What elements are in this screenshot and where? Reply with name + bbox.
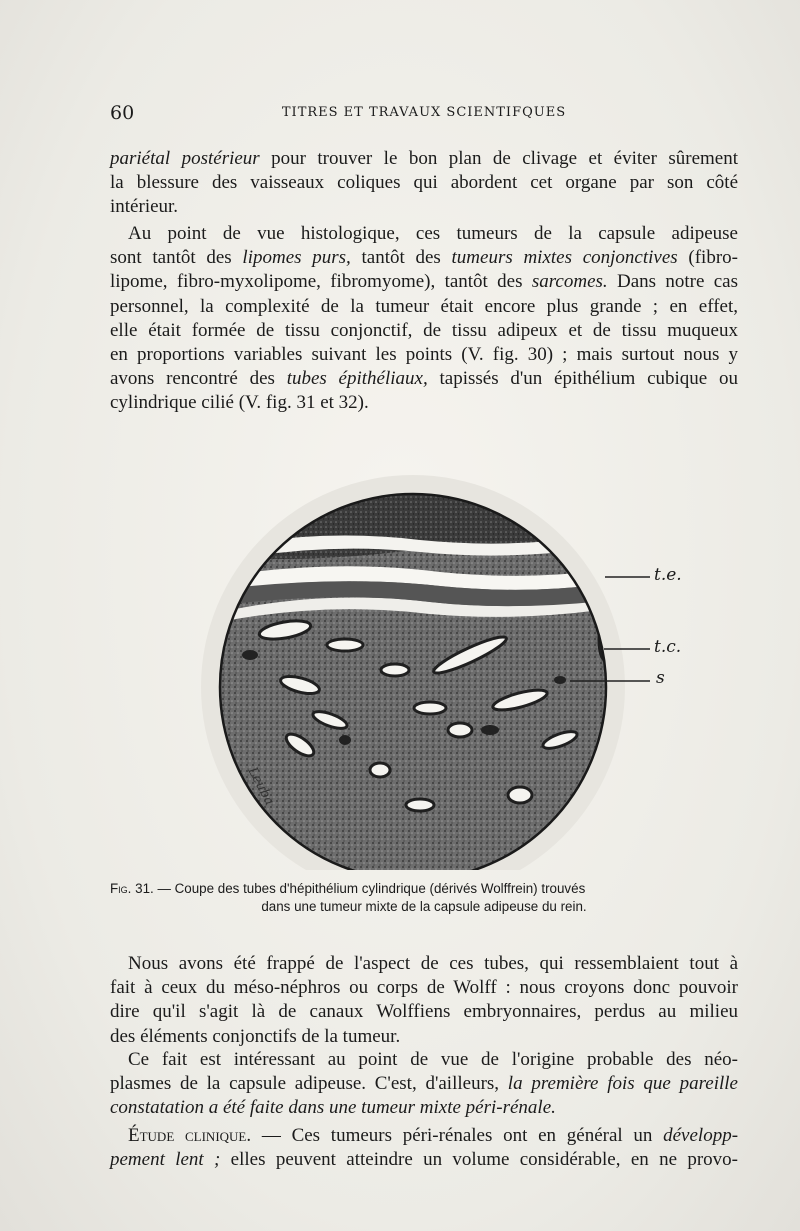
para2-line8: cylindrique cilié (V. fig. 31 et 32). <box>110 392 369 414</box>
label-te: t.e. <box>654 565 682 585</box>
label-tc: t.c. <box>654 637 682 657</box>
para2-line6: en proportions variables suivant les points (V. fig. 30) ; mais surtout nous y <box>110 344 738 366</box>
section-heading: Étude clinique. <box>128 1125 252 1146</box>
paragraph-2 <box>110 222 738 416</box>
italic-term: sarcomes. <box>531 271 608 293</box>
para1-line3: intérieur. <box>110 196 179 218</box>
page-header <box>110 102 738 124</box>
figure-label: Fig. 31. <box>110 881 154 896</box>
para3-line2: fait à ceux du méso-néphros ou corps de Wolff : nous croyons donc pouvoir <box>110 977 738 999</box>
italic-term: constatation a été faite dans une tumeur mixte péri-rénale. <box>110 1097 556 1119</box>
italic-term: tubes épithéliaux, <box>286 368 428 390</box>
para5-line1 <box>110 1124 738 1148</box>
para2-line1: Au point de vue histologique, ces tumeurs de la capsule adipeuse <box>128 223 738 244</box>
text-run: tapissés d'un épithélium cubique ou <box>427 368 738 390</box>
text-run: — Ces tumeurs péri-rénales ont en général un <box>251 1125 664 1146</box>
text-run: elles peuvent atteindre un volume considérable, en ne provo- <box>220 1149 738 1171</box>
para3-line1: Nous avons été frappé de l'aspect de ces tubes, qui ressemblaient tout à <box>128 953 738 974</box>
italic-term: la première fois que pareille <box>507 1073 738 1095</box>
caption-line2: dans une tumeur mixte de la capsule adipeuse du rein. <box>261 899 587 914</box>
text-run: (fibro- <box>677 247 738 269</box>
para2-line2 <box>110 246 738 270</box>
para2-line4: personnel, la complexité de la tumeur était encore plus grande ; en effet, <box>110 295 738 317</box>
italic-term: tumeurs mixtes conjonctives <box>451 247 678 269</box>
text-run: Dans notre cas <box>607 271 738 293</box>
italic-term: développ- <box>663 1125 739 1146</box>
para2-line7 <box>110 367 738 391</box>
para2-line3 <box>110 270 738 294</box>
label-s: s <box>656 668 665 688</box>
italic-term: lipomes purs, <box>242 247 351 269</box>
page-number: 60 <box>110 102 135 124</box>
text-run: lipome, fibro-myxolipome, fibromyome), tantôt des <box>110 271 532 293</box>
paragraph-5 <box>110 1124 738 1172</box>
paragraph-1 <box>110 147 738 220</box>
caption-line1: — Coupe des tubes d'hépithélium cylindrique (dérivés Wolffrein) trouvés <box>153 881 586 896</box>
para4-line3 <box>110 1096 738 1120</box>
text-run: sont tantôt des <box>110 247 243 269</box>
para5-line2 <box>110 1148 738 1172</box>
text-run: avons rencontré des <box>110 368 287 390</box>
para4-line2 <box>110 1072 738 1096</box>
para2-line5: elle était formée de tissu conjonctif, de tissu adipeux et de tissu muqueux <box>110 319 738 341</box>
para3-line3: dire qu'il s'agit là de canaux Wolffiens embryonnaires, perdus au milieu <box>110 1001 738 1023</box>
para1-line2: la blessure des vaisseaux coliques qui abordent cet organe par son côté <box>110 172 738 194</box>
figure-caption <box>110 880 738 916</box>
italic-term: pement lent ; <box>110 1149 221 1171</box>
para1-line1 <box>110 147 738 171</box>
para4-line1: Ce fait est intéressant au point de vue de l'origine probable des néo- <box>128 1049 738 1070</box>
artist-signature: Leuba <box>244 764 277 808</box>
para3-line4: des éléments conjonctifs de la tumeur. <box>110 1025 401 1047</box>
running-title: TITRES ET TRAVAUX SCIENTIFQUES <box>281 105 567 120</box>
paragraph-4 <box>110 1048 738 1121</box>
text-run: tantôt des <box>350 247 452 269</box>
text-run: pour trouver le bon plan de clivage et éviter sûrement <box>259 148 738 169</box>
paragraph-3 <box>110 952 738 1049</box>
text-run: plasmes de la capsule adipeuse. C'est, d'ailleurs, <box>110 1073 508 1095</box>
italic-term: pariétal postérieur <box>110 148 260 169</box>
figure-31 <box>0 440 800 870</box>
